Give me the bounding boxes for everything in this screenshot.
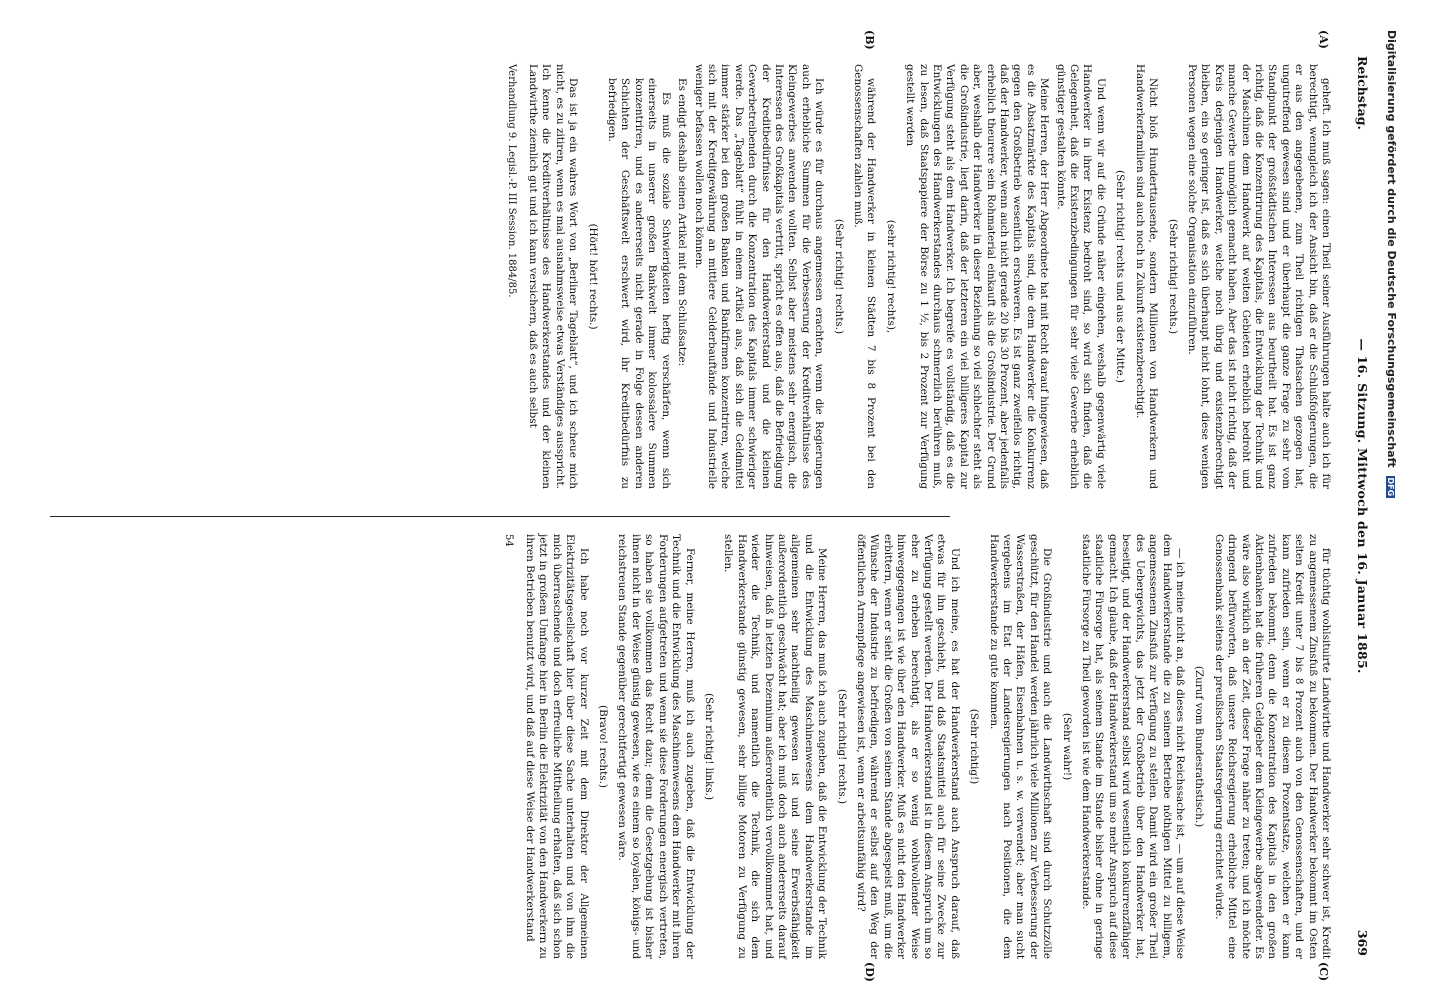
- margin-marker-d: (D): [863, 962, 876, 982]
- left-column: [501, 64, 1332, 489]
- interjection: (Zuruf vom Bundesrathstisch.): [1193, 665, 1206, 828]
- paragraph: Ferner, meine Herren, muß ich auch zugeben, daß die Entwicklung der Technik und die Entwicklung des Maschinenwesens dem Handwerker mit ihren Forderungen aufgetreten und wenn sie diese Forderungen energisch vertreten, so haben sie vollkommen das Recht dazu; denn die Gesetzgebung ist bisher ihnen nicht in der Weise günstig gewesen, wie es einem so loyalen, königs- und reichstreuen Stande gegenüber gerechtfertigt gewesen wäre.: [616, 534, 696, 959]
- digitization-text: Digitalisierung gefördert durch die Deutsche Forschungsgemeinschaft: [1385, 30, 1398, 468]
- column-footer: Verhandlung 9. Legisl.-P. III Session. 1884/85.: [505, 64, 517, 298]
- paragraph: Nicht bloß Hunderttausende, sondern Millionen von Handwerkern und Handwerkerfamilien sind auch noch in Zukunft existenzberechtigt.: [1133, 64, 1160, 489]
- paragraph: Meine Herren, der Herr Abgeordnete hat mit Recht darauf hingewiesen, daß es die Absatzmärkte des Kapitals sind, die dem Handwerker die Konkurrenz gegen den Großbetrieb wesentlich erschweren. Es ist ganz zweifellos richtig, daß der Handwerker, wenn auch nicht gerade 20 bis 30 Prozent, aber jedenfalls erheblich theurere sein Rohmaterial einkauft als die Großindustrie. Der Grund aber, weshalb der Handwerker in dieser Beziehung so viel schlechter steht als die Großindustrie, liegt darin, daß der letzteren ein viel billigeres Kapital zur Verfügung steht als dem Handwerker. Ich begreife es vollständig, daß es die Entwicklungen des Handwerkerstandes durchaus schmerzlich berühren muß, zu lesen, daß Staatspapiere der Börse zu 1 ½, bis 2 Prozent zur Verfügung gestellt werden: [904, 64, 1051, 489]
- paragraph: Die Großindustrie und auch die Landwirthschaft sind durch Schutzzölle geschützt, für den Handel werden jährlich viele Millionen zur Verbesserung der Wasserstraßen, der Häfen, Eisenbahnen u. s. w. verwendet; aber man sucht vergebens im Etat der Landesregierungen nach Positionen, die dem Handwerkerstande zu gute kommen.: [987, 534, 1054, 959]
- paragraph: — ich meine nicht an, daß dieses nicht Reichssache ist, — um auf diese Weise dem Handwerkerstande die zu seinem Betriebe nöthigen Mittel zu billigem, angemessenem Zinsfuß zur Verfügung zu stellen. Damit wird ein großer Theil des Uebergewichts, das jetzt der Großbetrieb über den Handwerker hat, beseitigt, und der Handwerkerstand selbst wird wesentlich konkurrenzfähiger gemacht. Ich glaube, daß der Handwerkerstand um so mehr Anspruch auf diese staatliche Fürsorge hat, als seinem Stande im Stande bisher ohne in geringe staatliche Fürsorge zu Theil geworden ist wie dem Handwerkerstande.: [1080, 534, 1186, 959]
- interjection: (Bravo! rechts.): [597, 705, 610, 788]
- dfg-logo: DFG: [1386, 477, 1395, 497]
- interjection: (Sehr richtig! rechts und aus der Mitte.): [1114, 170, 1127, 383]
- interjection: (Sehr wahr!): [1060, 712, 1073, 781]
- interjection: (Sehr richtig! links.): [702, 692, 715, 801]
- paragraph: Und ich meine, es hat der Handwerkerstand auch Anspruch darauf, daß etwas für ihn geschieht, und daß Staatsmittel auch für seine Zwecke zur Verfügung gestellt werden. Der Handwerkerstand ist in diesem Anspruch um so eher zu erheben berechtigt, als er so wenig wohlwollender Weise hinweggegangen ist wie über den Handwerker. Muß es nicht den Handwerker erbittern, wenn er sieht die Großen von seinem Stande abgespeist muß, um die Wünsche der Industrie zu befriedigen, während er selbst auf den Weg der öffentlichen Armenpflege angewiesen ist, wenn er arbeitsunfähig wird?: [855, 534, 961, 959]
- column-divider: [50, 516, 950, 517]
- paragraph: Ich habe noch vor kurzer Zeit mit dem Direktor der Allgemeinen Elektrizitätsgesellschaft hier über diese Sache unterhalten und von ihm die mich überraschende und doch erfreuliche Mittheilung erhalten, daß sich schon jetzt in großem Umfange hier in Berlin die Elektrizität von den Handwerkern zu ihren Betrieben benutzt wird, und daß auf diese Weise der Handwerkerstand: [524, 534, 590, 959]
- column-footer: 54: [502, 534, 514, 547]
- page-header: [1348, 56, 1370, 956]
- paragraph: Es muß die soziale Schwierigkeiten heftig verschärfen, wenn sich einerseits in unserer großen Bankwelt immer kolossalere Summen konzentriren, und es andererseits nicht gerade in Folge dessen anderen Schichten der Geschäftswelt erschwert wird, ihr Kreditbedürfnis zu befriedigen.: [606, 78, 672, 489]
- digitization-note: [1380, 30, 1398, 990]
- paragraph: Und wenn wir auf die Gründe näher eingehen, weshalb gegenwärtig viele Handwerker in ihrer Existenz bedroht sind, so wird sich finden, daß die Gelegenheit, daß die Existenzbedingungen für sehr viele Gewerbe erheblich günstiger gestalten könnte.: [1054, 64, 1107, 489]
- interjection: (Sehr richtig! rechts.): [835, 688, 848, 805]
- paragraph: Das ist ja ein wahres Wort von „Berliner Tageblatt“, und ich scheue mich nicht, es zu zitiren, wenn es mal ausnahmsweise etwas Verständiges ausspricht. Ich kenne die Kreditverhältnisse des Handwerkerstandes und der kleinen Landwirthe ziemlich gut und ich kann versichern, daß es auch selbst: [527, 64, 580, 489]
- page-number: 369: [1355, 929, 1370, 956]
- paragraph: Es endigt deshalb seinen Artikel mit dem Schlußsatze:: [676, 78, 689, 367]
- interjection: (Sehr richtig! rechts.): [1166, 218, 1179, 335]
- header-center: — 16. Sitzung. Mittwoch den 16. Januar 1885.: [1355, 338, 1370, 674]
- paragraph: während der Handwerker in kleinen Städten 7 bis 8 Prozent bei den Genossenschaften zahlen muß.: [852, 64, 878, 489]
- interjection: (sehr richtig! rechts),: [884, 219, 897, 334]
- margin-marker-c: (C): [1317, 962, 1330, 982]
- paragraph: geheft. Ich muß sagen: einen Theil seiner Ausführungen halte auch ich für berechtigt, wenngleich ich der Ansicht bin, daß er die Schlußfolgerungen, die er aus den angegebenen, zum Theil richtigen Thatsachen gezogen hat, ungutreffend gewesen sind und er überhaupt die ganze Frage zu sehr vom Standpunkt der großstädtischen Interessen aus beurtheilt hat. Es ist ganz richtig, daß die Konzentrirung des Kapitals, die Entwicklung der Technik und der Maschinen dem Handwerk auf weiten Gebieten erheblich bedroht und manche Gewerbe unmöglich gemacht haben. Aber das ist nicht richtig, daß der Kreis derjenigen Handwerker, welche noch übrig und existenzberechtigt bleiben, ein so geringer ist, daß es sich überhaupt nicht lohnt, diese wenigen Personen wegen eine solche Organisation einzuführen.: [1185, 64, 1332, 489]
- margin-marker-a: (A): [1317, 30, 1330, 49]
- right-column: [498, 534, 1332, 959]
- interjection: (Sehr richtig!): [968, 708, 981, 785]
- paragraph: für tüchtig wohlsituirte Landwirthe und Handwerker sehr schwer ist, Kredit zu angemessenem Zinsfuß zu bekommen. Der Handwerker bekommt im Osten selten Kredit unter 7 bis 8 Prozent auch von den Genossenschaften, und er kann zufrieden sein, wenn er zu diesem Prozentsatze, welchen er kann zufrieden bekommt, denn die Konzentration des Kapitals in den großen Aktienbanken hat die früheren Geldgeber dem Kleingewerbe abgewendeter. Es wäre also wirklich an der Zeit, dieser Frage näher zu treten; und ich möchte dringend befürworten, daß unsere Reichsregierung erhebliche Mittel eine Genossenbank seitens der preußischen Staatsregierung errichtet würde.: [1212, 534, 1332, 959]
- interjection: (Hört! hört! rechts.): [586, 223, 599, 330]
- header-left: Reichstag.: [1355, 56, 1370, 130]
- interjection: (Sehr richtig! rechts.): [832, 218, 845, 335]
- margin-marker-b: (B): [863, 30, 876, 50]
- paragraph: Meine Herren, das muß ich auch zugeben, daß die Entwicklung der Technik und die Entwicklung des Maschinenwesens dem Handwerkerstande im allgemeinen sehr nachtheilig gewesen ist und seine Erwerbsfähigkeit außerordentlich geschwächt hat; aber ich muß doch auch andererseits darauf hinweisen, daß in letzten Dezennium außerordentlich vervollkommnet hat, und wieder die Technik, und namentlich die Technik, die sich dem Handwerkerstande günstig gewesen, sehr billige Motoren zu Verfügung zu stellen.: [722, 534, 829, 959]
- paragraph: Ich würde es für durchaus angemessen erachten, wenn die Regierungen auch erhebliche Summen für die Verbesserung der Kreditverhältnisse des Kleingewerbes anwenden wollten. Selbst aber meistens sehr energisch, die Interessen des Großkapitals vertritt, spricht es offen aus, daß die Befriedigung der Kreditbedürfnisse für den Handwerkerstand und die kleinen Gewerbetreibenden durch die Konzentration des Kapitals immer schwieriger werde. Das „Tageblatt“ fühlt in einem Artikel aus, daß sich die Geldmittel immer stärker bei den großen Banken und Bankfirmen konzentriren, welche sich mit der Kreditgewährung an mittlere Gelderbauftände und Industrielle weniger befassen wollen noch können.: [692, 64, 826, 489]
